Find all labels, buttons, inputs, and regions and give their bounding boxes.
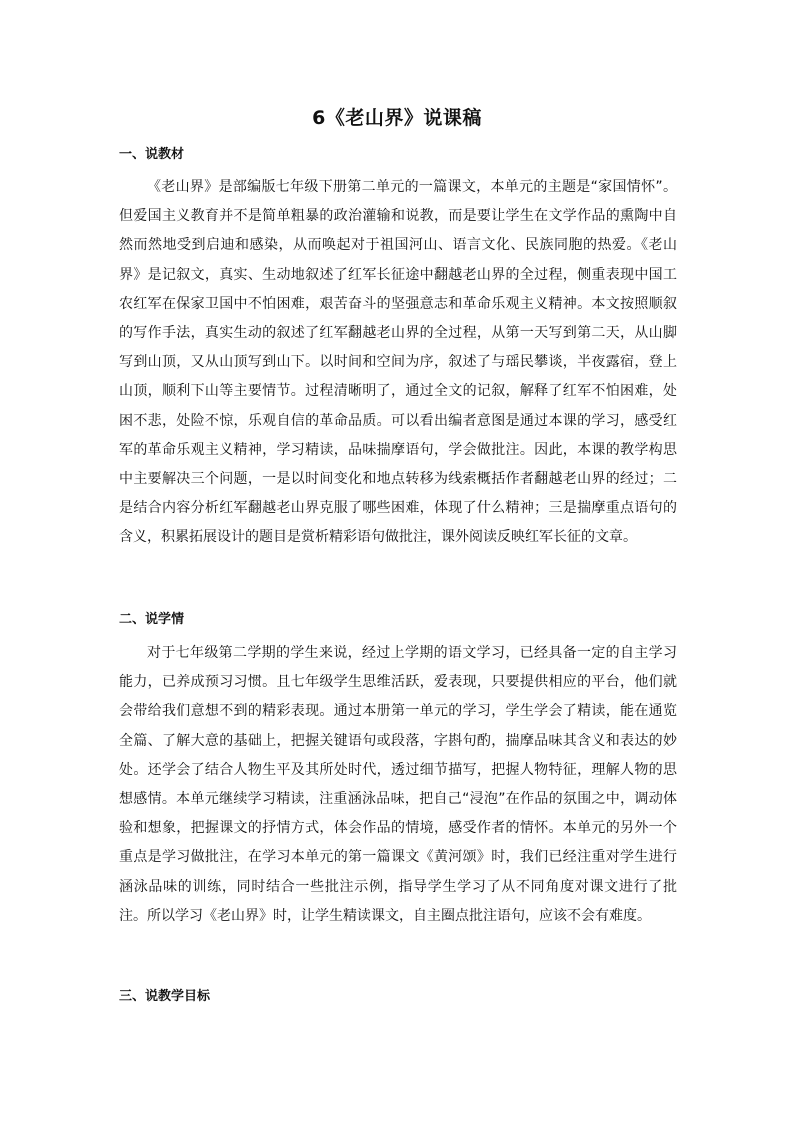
section-heading-objectives: 三、说教学目标 bbox=[119, 989, 211, 1004]
section-heading-students: 二、说学情 bbox=[119, 612, 185, 627]
document-title: 6《老山界》说课稿 bbox=[312, 107, 482, 129]
section-body-students: 对于七年级第二学期的学生来说，经过上学期的语文学习，已经具备一定的自主学习能力，已养成预习习惯。且七年级学生思维活跃，爱表现，只要提供相应的平台，他们就会带给我们意想不到的精彩表现。通过本册第一单元的学习，学生学会了精读，能在通览全篇、了解大意的基础上，把握关键语句或段落，字斟句酌，揣摩品味其含义和表达的妙处。还学会了结合人物生平及其所处时代，透过细节描写，把握人物特征，理解人物的思想感情。本单元继续学习精读，注重涵泳品味，把自己“浸泡”在作品的氛围之中，调动体验和想象，把握课文的抒情方式，体会作品的情境，感受作者的情怀。本单元的另外一个重点是学习做批注，在学习本单元的第一篇课文《黄河颂》时，我们已经注重对学生进行涵泳品味的训练，同时结合一些批注示例，指导学生学习了从不同角度对课文进行了批注。所以学习《老山界》时，让学生精读课文，自主圈点批注语句，应该不会有难度。 bbox=[119, 645, 677, 924]
section-heading-textbook: 一、说教材 bbox=[119, 147, 185, 162]
section-body-textbook: 《老山界》是部编版七年级下册第二单元的一篇课文，本单元的主题是“家国情怀”。但爱国主义教育并不是简单粗暴的政治灌输和说教，而是要让学生在文学作品的熏陶中自然而然地受到启迪和感染，从而唤起对于祖国河山、语言文化、民族同胞的热爱。《老山界》是记叙文，真实、生动地叙述了红军长征途中翻越老山界的全过程，侧重表现中国工农红军在保家卫国中不怕困难，艰苦奋斗的坚强意志和革命乐观主义精神。本文按照顺叙的写作手法，真实生动的叙述了红军翻越老山界的全过程，从第一天写到第二天，从山脚写到山顶，又从山顶写到山下。以时间和空间为序，叙述了与瑶民攀谈，半夜露宿，登上山顶，顺利下山等主要情节。过程清晰明了，通过全文的记叙，解释了红军不怕困难，处困不悲，处险不惊，乐观自信的革命品质。可以看出编者意图是通过本课的学习，感受红军的革命乐观主义精神，学习精读，品味揣摩语句，学会做批注。因此，本课的教学构思中主要解决三个问题，一是以时间变化和地点转移为线索概括作者翻越老山界的经过；二是结合内容分析红军翻越老山界克服了哪些困难，体现了什么精神；三是揣摩重点语句的含义，积累拓展设计的题目是赏析精彩语句做批注，课外阅读反映红军长征的文章。 bbox=[119, 179, 677, 546]
